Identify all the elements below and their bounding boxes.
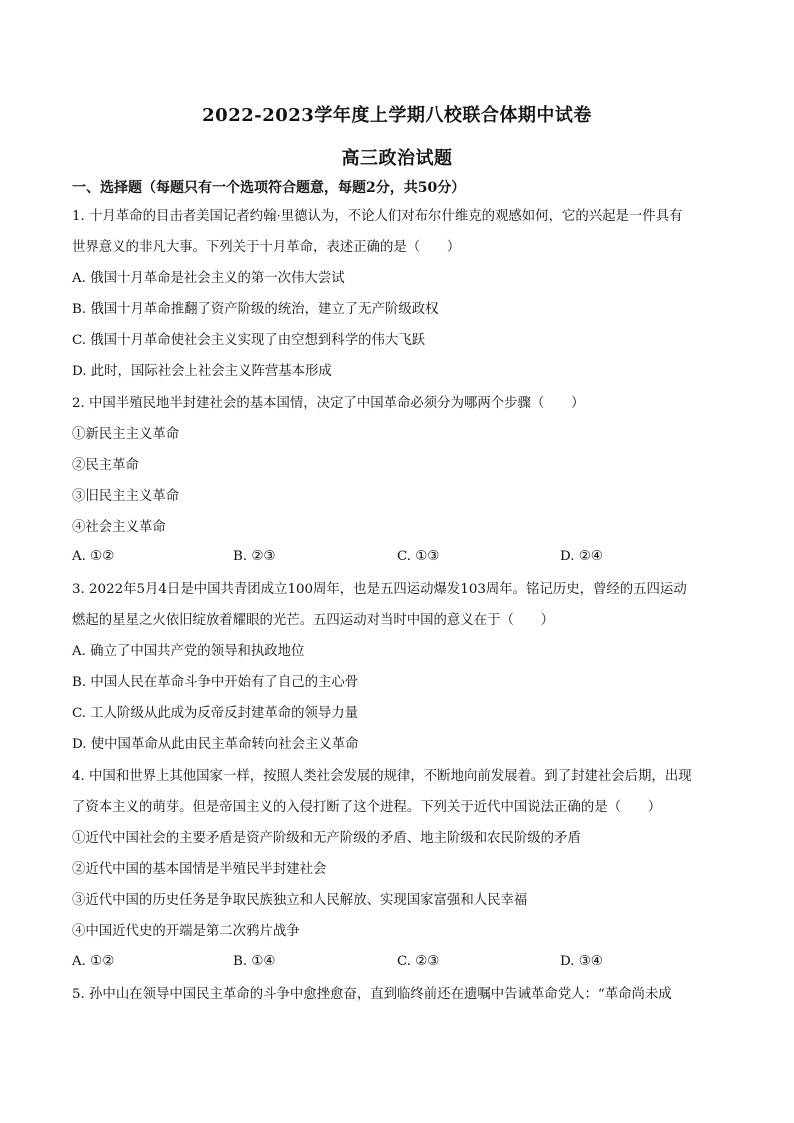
- q1-option-d: D. 此时，国际社会上社会主义阵营基本形成: [72, 364, 332, 379]
- q4-stem-line-1: 4. 中国和世界上其他国家一样，按照人类社会发展的规律，不断地向前发展着。到了封建社会后期，出现: [72, 769, 692, 784]
- q4-choice-d: D. ③④: [560, 954, 603, 969]
- q2-choice-b: B. ②③: [233, 549, 276, 564]
- exam-title: 2022-2023学年度上学期八校联合体期中试卷: [202, 105, 592, 126]
- q1-option-c: C. 俄国十月革命使社会主义实现了由空想到科学的伟大飞跃: [72, 333, 426, 348]
- section-heading: 一、选择题（每题只有一个选项符合题意，每题2分，共50分）: [72, 180, 466, 196]
- q1-stem-line-2: 世界意义的非凡大事。下列关于十月革命，表述正确的是（ ）: [72, 240, 461, 255]
- q2-item-1: ①新民主主义革命: [72, 427, 180, 442]
- q4-choice-a: A. ①②: [72, 954, 115, 969]
- q4-choices: [72, 954, 732, 974]
- q4-choice-c: C. ②③: [397, 954, 440, 969]
- q4-item-4: ④中国近代史的开端是第二次鸦片战争: [72, 924, 300, 939]
- q1-option-a: A. 俄国十月革命是社会主义的第一次伟大尝试: [72, 271, 345, 286]
- q4-item-2: ②近代中国的基本国情是半殖民半封建社会: [72, 862, 327, 877]
- q3-stem-line-2: 燃起的星星之火依旧绽放着耀眼的光芒。五四运动对当时中国的意义在于（ ）: [72, 613, 555, 628]
- q2-item-2: ②民主革命: [72, 458, 139, 473]
- q3-option-d: D. 使中国革命从此由民主革命转向社会主义革命: [72, 737, 359, 752]
- q3-option-a: A. 确立了中国共产党的领导和执政地位: [72, 644, 305, 659]
- q2-choice-c: C. ①③: [397, 549, 440, 564]
- q1-option-b: B. 俄国十月革命推翻了资产阶级的统治，建立了无产阶级政权: [72, 302, 439, 317]
- q4-item-1: ①近代中国社会的主要矛盾是资产阶级和无产阶级的矛盾、地主阶级和农民阶级的矛盾: [72, 831, 581, 846]
- q4-item-3: ③近代中国的历史任务是争取民族独立和人民解放、实现国家富强和人民幸福: [72, 893, 528, 908]
- q1-stem-line-1: 1. 十月革命的目击者美国记者约翰·里德认为，不论人们对布尔什维克的观感如何，它的兴起是一件具有: [72, 209, 683, 224]
- q5-stem-line-1: 5. 孙中山在领导中国民主革命的斗争中愈挫愈奋，直到临终前还在遗嘱中告诫革命党人：“革命尚未成: [72, 987, 672, 1002]
- q2-choice-d: D. ②④: [560, 549, 603, 564]
- q4-choice-b: B. ①④: [233, 954, 276, 969]
- exam-subtitle: 高三政治试题: [341, 148, 453, 169]
- q2-item-4: ④社会主义革命: [72, 520, 166, 535]
- q2-choice-a: A. ①②: [72, 549, 115, 564]
- q4-stem-line-2: 了资本主义的萌芽。但是帝国主义的入侵打断了这个进程。下列关于近代中国说法正确的是（ ）: [72, 800, 662, 815]
- q3-option-c: C. 工人阶级从此成为反帝反封建革命的领导力量: [72, 706, 359, 721]
- q2-choices: [72, 549, 732, 569]
- q3-option-b: B. 中国人民在革命斗争中开始有了自己的主心骨: [72, 675, 359, 690]
- q2-item-3: ③旧民主主义革命: [72, 489, 180, 504]
- q2-stem: 2. 中国半殖民地半封建社会的基本国情，决定了中国革命必须分为哪两个步骤（ ）: [72, 396, 585, 411]
- q3-stem-line-1: 3. 2022年5月4日是中国共青团成立100周年，也是五四运动爆发103周年。铭记历史，曾经的五四运动: [72, 582, 687, 597]
